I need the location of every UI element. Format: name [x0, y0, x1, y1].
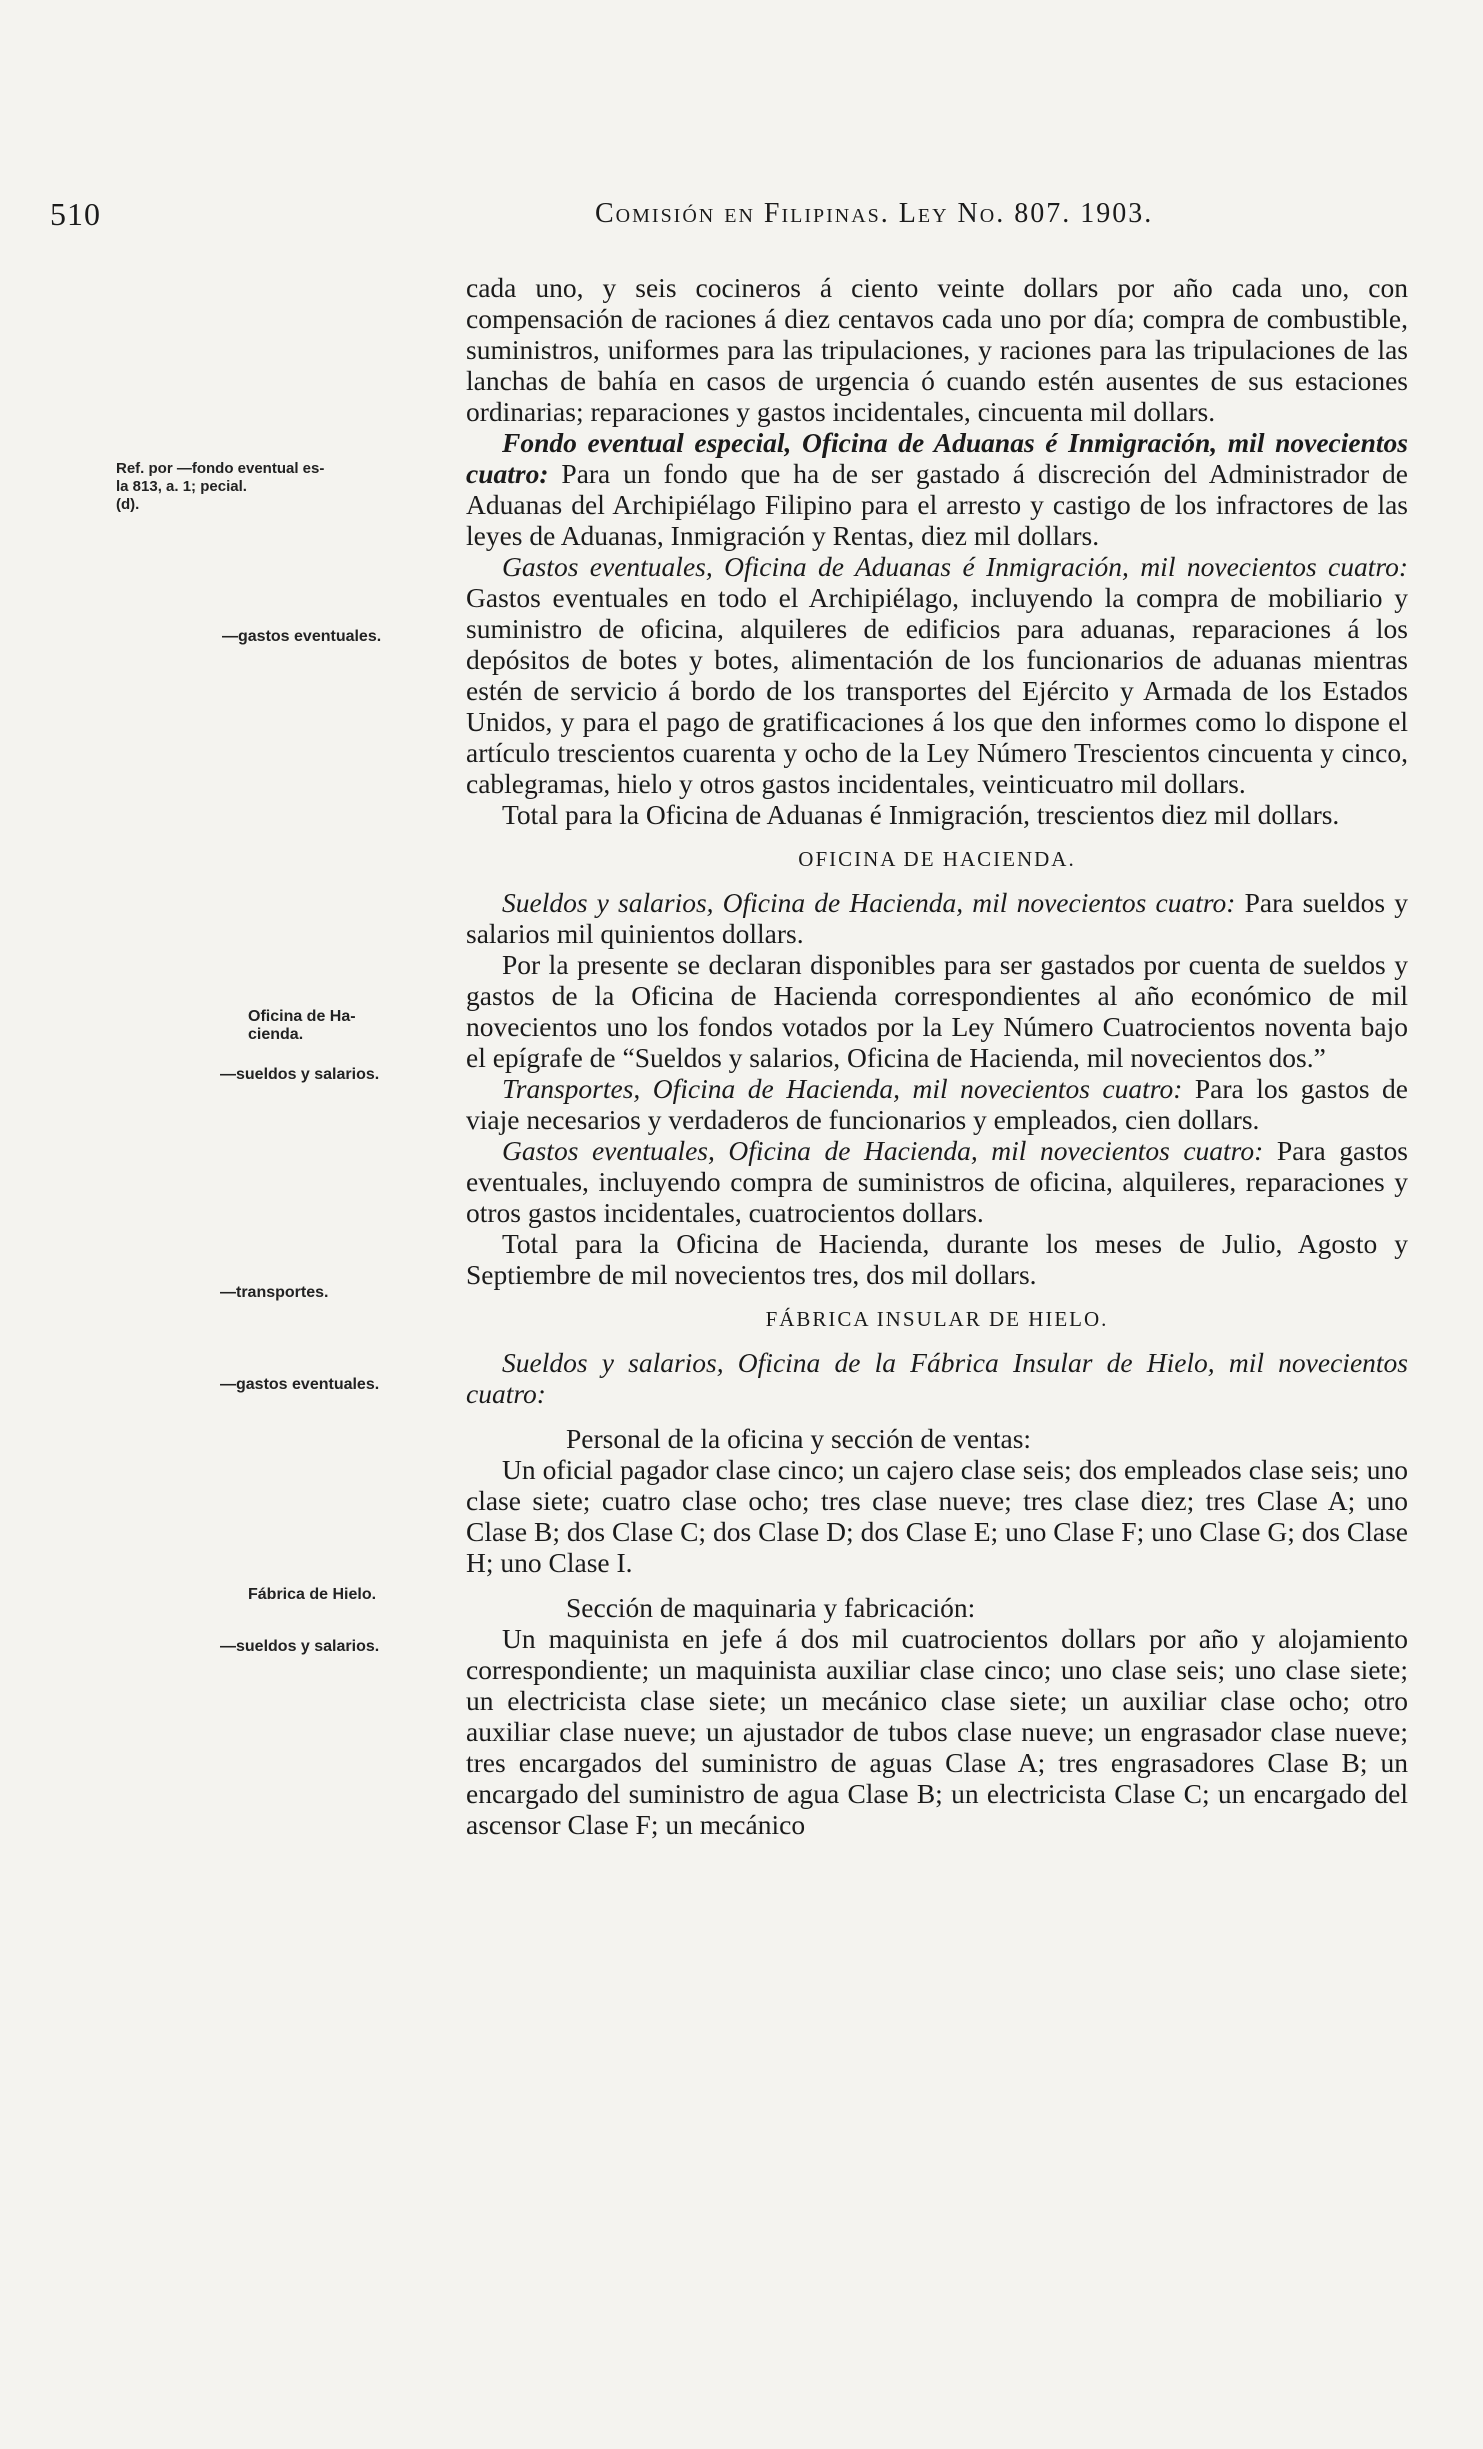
paragraph: Un oficial pagador clase cinco; un cajero clase seis; dos empleados clase seis; uno clase siete; cuatro clase ocho; tres clase nueve; tres clase diez; tres Clase A; uno Clase B; dos Clase C; dos Clase D; dos Clase E; uno Clase F; uno Clase G; dos Clase H; uno Clase I. — [466, 1454, 1408, 1578]
paragraph: cada uno, y seis cocineros á ciento veinte dollars por año cada uno, con compensación de raciones á diez centavos cada uno por día; compra de combustible, suministros, uniformes para las tripulaciones, y raciones para las tripulaciones de las lanchas de bahía en casos de urgencia ó cuando estén ausentes de sus estaciones ordinarias; reparaciones y gastos incidentales, cincuenta mil dollars. — [466, 272, 1408, 427]
margin-note-gastos-eventuales: —gastos eventuales. — [222, 628, 382, 645]
paragraph-text: Para un fondo que ha de ser gastado á discreción del Administrador de Aduanas del Archipiélago Filipino para el arresto y castigo de los infractores de las leyes de Aduanas, Inmigración y Rentas, diez mil dollars. — [466, 458, 1408, 551]
paragraph-text: Para sueldos y salarios mil quinientos dollars. — [466, 887, 1408, 949]
paragraph — [466, 1073, 1408, 1135]
paragraph — [466, 1135, 1408, 1228]
paragraph — [466, 1347, 1408, 1409]
paragraph: Por la presente se declaran disponibles para ser gastados por cuenta de sueldos y gastos de la Oficina de Hacienda correspondientes al año económico de mil novecientos uno los fondos votados por la Ley Número Cuatrocientos noventa bajo el epígrafe de “Sueldos y salarios, Oficina de Hacienda, mil novecientos dos.” — [466, 949, 1408, 1073]
paragraph: Total para la Oficina de Aduanas é Inmigración, trescientos diez mil dollars. — [502, 799, 1340, 830]
margin-note-transportes: —transportes. — [220, 1284, 329, 1301]
subheading: Personal de la oficina y sección de ventas: — [566, 1423, 1032, 1454]
paragraph — [466, 427, 1408, 551]
margin-note-oficina-hacienda: Oficina de Ha- cienda. — [248, 1008, 356, 1043]
subheading: Sección de maquinaria y fabricación: — [566, 1592, 976, 1623]
section-heading: OFICINA DE HACIENDA. — [798, 847, 1076, 871]
paragraph-heading: Sueldos y salarios, Oficina de Hacienda, mil novecientos cuatro: — [502, 887, 1236, 918]
margin-note-fabrica-hielo: Fábrica de Hielo. — [248, 1586, 377, 1603]
paragraph-heading: Gastos eventuales, Oficina de Aduanas é Inmigración, mil novecientos cuatro: — [502, 551, 1408, 582]
paragraph-text: Gastos eventuales en todo el Archipiélago, incluyendo la compra de mobiliario y suministro de oficina, alquileres de edificios para aduanas, reparaciones á los depósitos de botes y botes, alimentación de los funcionarios de aduanas mientras estén de servicio á bordo de los transportes del Ejército y Armada de los Estados Unidos, y para el pago de gratificaciones á los que den informes como lo dispone el artículo trescientos cuarenta y ocho de la Ley Número Trescientos cincuenta y cinco, cablegramas, hielo y otros gastos incidentales, veinticuatro mil dollars. — [466, 582, 1408, 799]
paragraph-heading: Gastos eventuales, Oficina de Hacienda, mil novecientos cuatro: — [502, 1135, 1264, 1166]
paragraph-heading: Fondo eventual especial, Oficina de Aduanas é Inmigración, mil novecientos cuatro: — [466, 427, 1408, 489]
section-heading: FÁBRICA INSULAR DE HIELO. — [765, 1307, 1109, 1331]
paragraph-heading: Sueldos y salarios, Oficina de la Fábrica Insular de Hielo, mil novecientos cuatro: — [466, 1347, 1408, 1409]
paragraph-text: Para gastos eventuales, incluyendo compra de suministros de oficina, alquileres, reparaciones y otros gastos incidentales, cuatrocientos dollars. — [466, 1135, 1408, 1228]
paragraph: Un maquinista en jefe á dos mil cuatrocientos dollars por año y alojamiento correspondiente; un maquinista auxiliar clase cinco; uno clase seis; uno clase siete; un electricista clase siete; un mecánico clase siete; un auxiliar clase ocho; otro auxiliar clase nueve; un ajustador de tubos clase nueve; un engrasador clase nueve; tres encargados del suministro de aguas Clase A; tres engrasadores Clase B; un encargado del suministro de agua Clase B; un electricista Clase C; un encargado del ascensor Clase F; un mecánico — [466, 1623, 1408, 1840]
margin-note-sueldos-2: —sueldos y salarios. — [220, 1638, 380, 1655]
running-title: Comisión en Filipinas. Ley No. 807. 1903. — [595, 198, 1154, 229]
page-number: 510 — [50, 196, 101, 232]
margin-note-sueldos: —sueldos y salarios. — [220, 1066, 380, 1083]
paragraph — [466, 551, 1408, 799]
page-header — [50, 196, 1290, 246]
margin-note-fondo-eventual: Ref. por —fondo eventual es- la 813, a. 1; pecial. (d). — [116, 460, 325, 513]
margin-note-gastos-eventuales-2: —gastos eventuales. — [220, 1376, 380, 1393]
paragraph-text: Para los gastos de viaje necesarios y verdaderos de funcionarios y empleados, cien dollars. — [466, 1073, 1408, 1135]
paragraph — [466, 887, 1408, 949]
paragraph-heading: Transportes, Oficina de Hacienda, mil novecientos cuatro: — [502, 1073, 1183, 1104]
paragraph: Total para la Oficina de Hacienda, durante los meses de Julio, Agosto y Septiembre de mil novecientos tres, dos mil dollars. — [466, 1228, 1408, 1290]
main-text — [466, 272, 1408, 1840]
